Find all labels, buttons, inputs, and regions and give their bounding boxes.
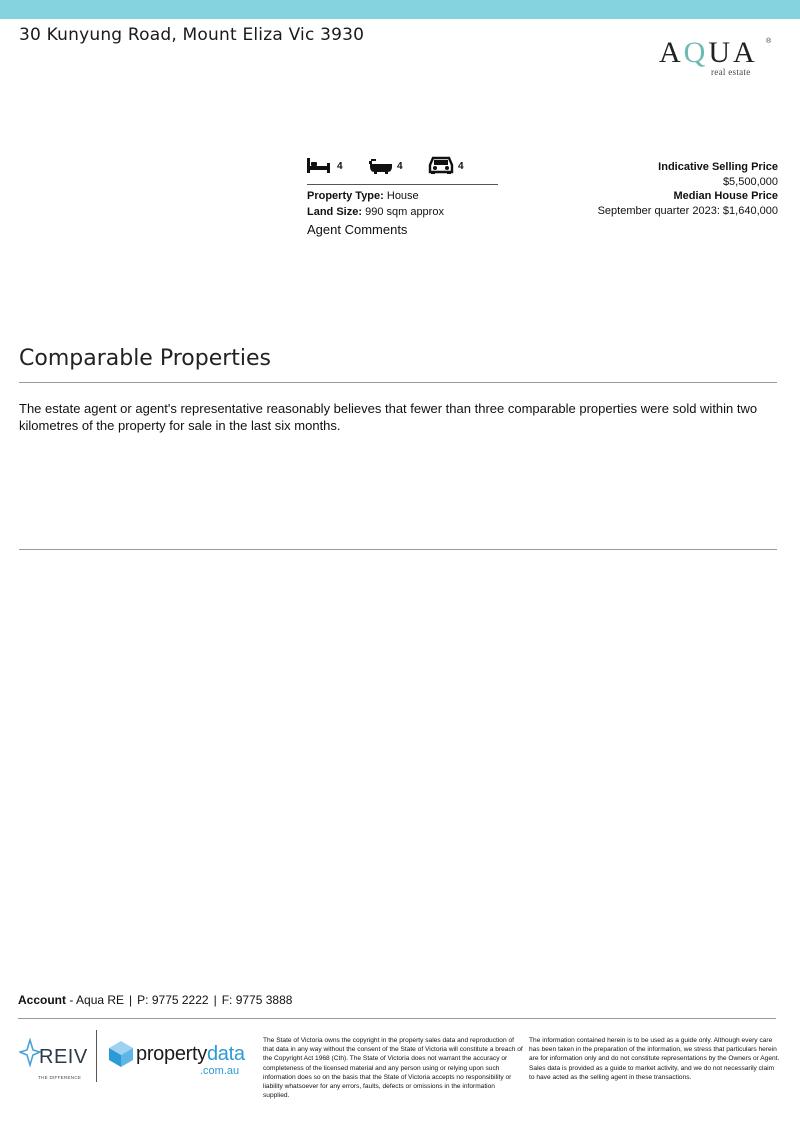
property-type: Property Type: House bbox=[307, 190, 419, 202]
logo-subtitle: real estate bbox=[711, 67, 751, 77]
aqua-logo bbox=[655, 36, 780, 84]
account-line: Account - Aqua RE | P: 9775 2222 | F: 9775 3888 bbox=[18, 993, 293, 1007]
features-divider bbox=[307, 184, 498, 185]
logo-wordmark: AQUA bbox=[659, 36, 758, 69]
indicative-price-label: Indicative Selling Price bbox=[658, 161, 778, 173]
bathroom-count: 4 bbox=[397, 161, 403, 172]
property-features bbox=[307, 155, 499, 179]
median-price-label: Median House Price bbox=[673, 190, 778, 202]
logo-divider bbox=[96, 1030, 97, 1082]
bedroom-count: 4 bbox=[337, 161, 343, 172]
median-price-value: September quarter 2023: $1,640,000 bbox=[597, 204, 778, 217]
copyright-disclaimer: The State of Victoria owns the copyright in the property sales data and reproduction of that data in any way without the consent of the State of Victoria will constitute a breach of the Copyright Act 1968 (Cth). The State of Victoria does not warrant the accuracy or completeness of the licensed material and any person using or relying upon such information does so on the basis that the State of Victoria accepts no responsibility or liability whatsoever for any errors, faults, defects or omissions in the information supplied. bbox=[263, 1037, 523, 1100]
comparable-properties-title: Comparable Properties bbox=[19, 346, 272, 371]
reiv-star-icon bbox=[19, 1038, 41, 1072]
indicative-price-value: $5,500,000 bbox=[722, 175, 778, 188]
reiv-logo: REIV THE DIFFERENCE bbox=[19, 1034, 85, 1084]
comparable-properties-text: The estate agent or agent's representative reasonably believes that fewer than three comparable properties were sold within two kilometres of the property for sale in the last six months. bbox=[19, 401, 758, 433]
information-disclaimer: The information contained herein is to be used as a guide only. Although every care has been taken in the preparation of the information, we stress that particulars herein are for information only and do not constitute representations by the Owners or Agent. Sales data is provided as a guide to market activity, and we do not necessarily claim to have acted as the selling agent in these transactions. bbox=[529, 1037, 780, 1081]
footer-divider bbox=[18, 1018, 776, 1019]
propertydata-cube-icon bbox=[108, 1040, 134, 1068]
section-divider-top bbox=[19, 382, 777, 383]
land-size: Land Size: 990 sqm approx bbox=[307, 206, 444, 218]
agent-comments: Agent Comments bbox=[307, 222, 408, 237]
bath-icon bbox=[369, 155, 393, 175]
property-address: 30 Kunyung Road, Mount Eliza Vic 3930 bbox=[19, 25, 365, 45]
price-block bbox=[598, 160, 778, 218]
property-details bbox=[307, 188, 444, 220]
propertydata-logo: propertydata .com.au bbox=[108, 1038, 248, 1083]
registered-mark: ® bbox=[766, 38, 772, 45]
bed-icon bbox=[307, 155, 331, 175]
section-divider-bottom bbox=[19, 549, 777, 550]
top-accent-bar bbox=[0, 0, 800, 19]
car-icon bbox=[428, 155, 454, 175]
carspace-count: 4 bbox=[458, 161, 464, 172]
